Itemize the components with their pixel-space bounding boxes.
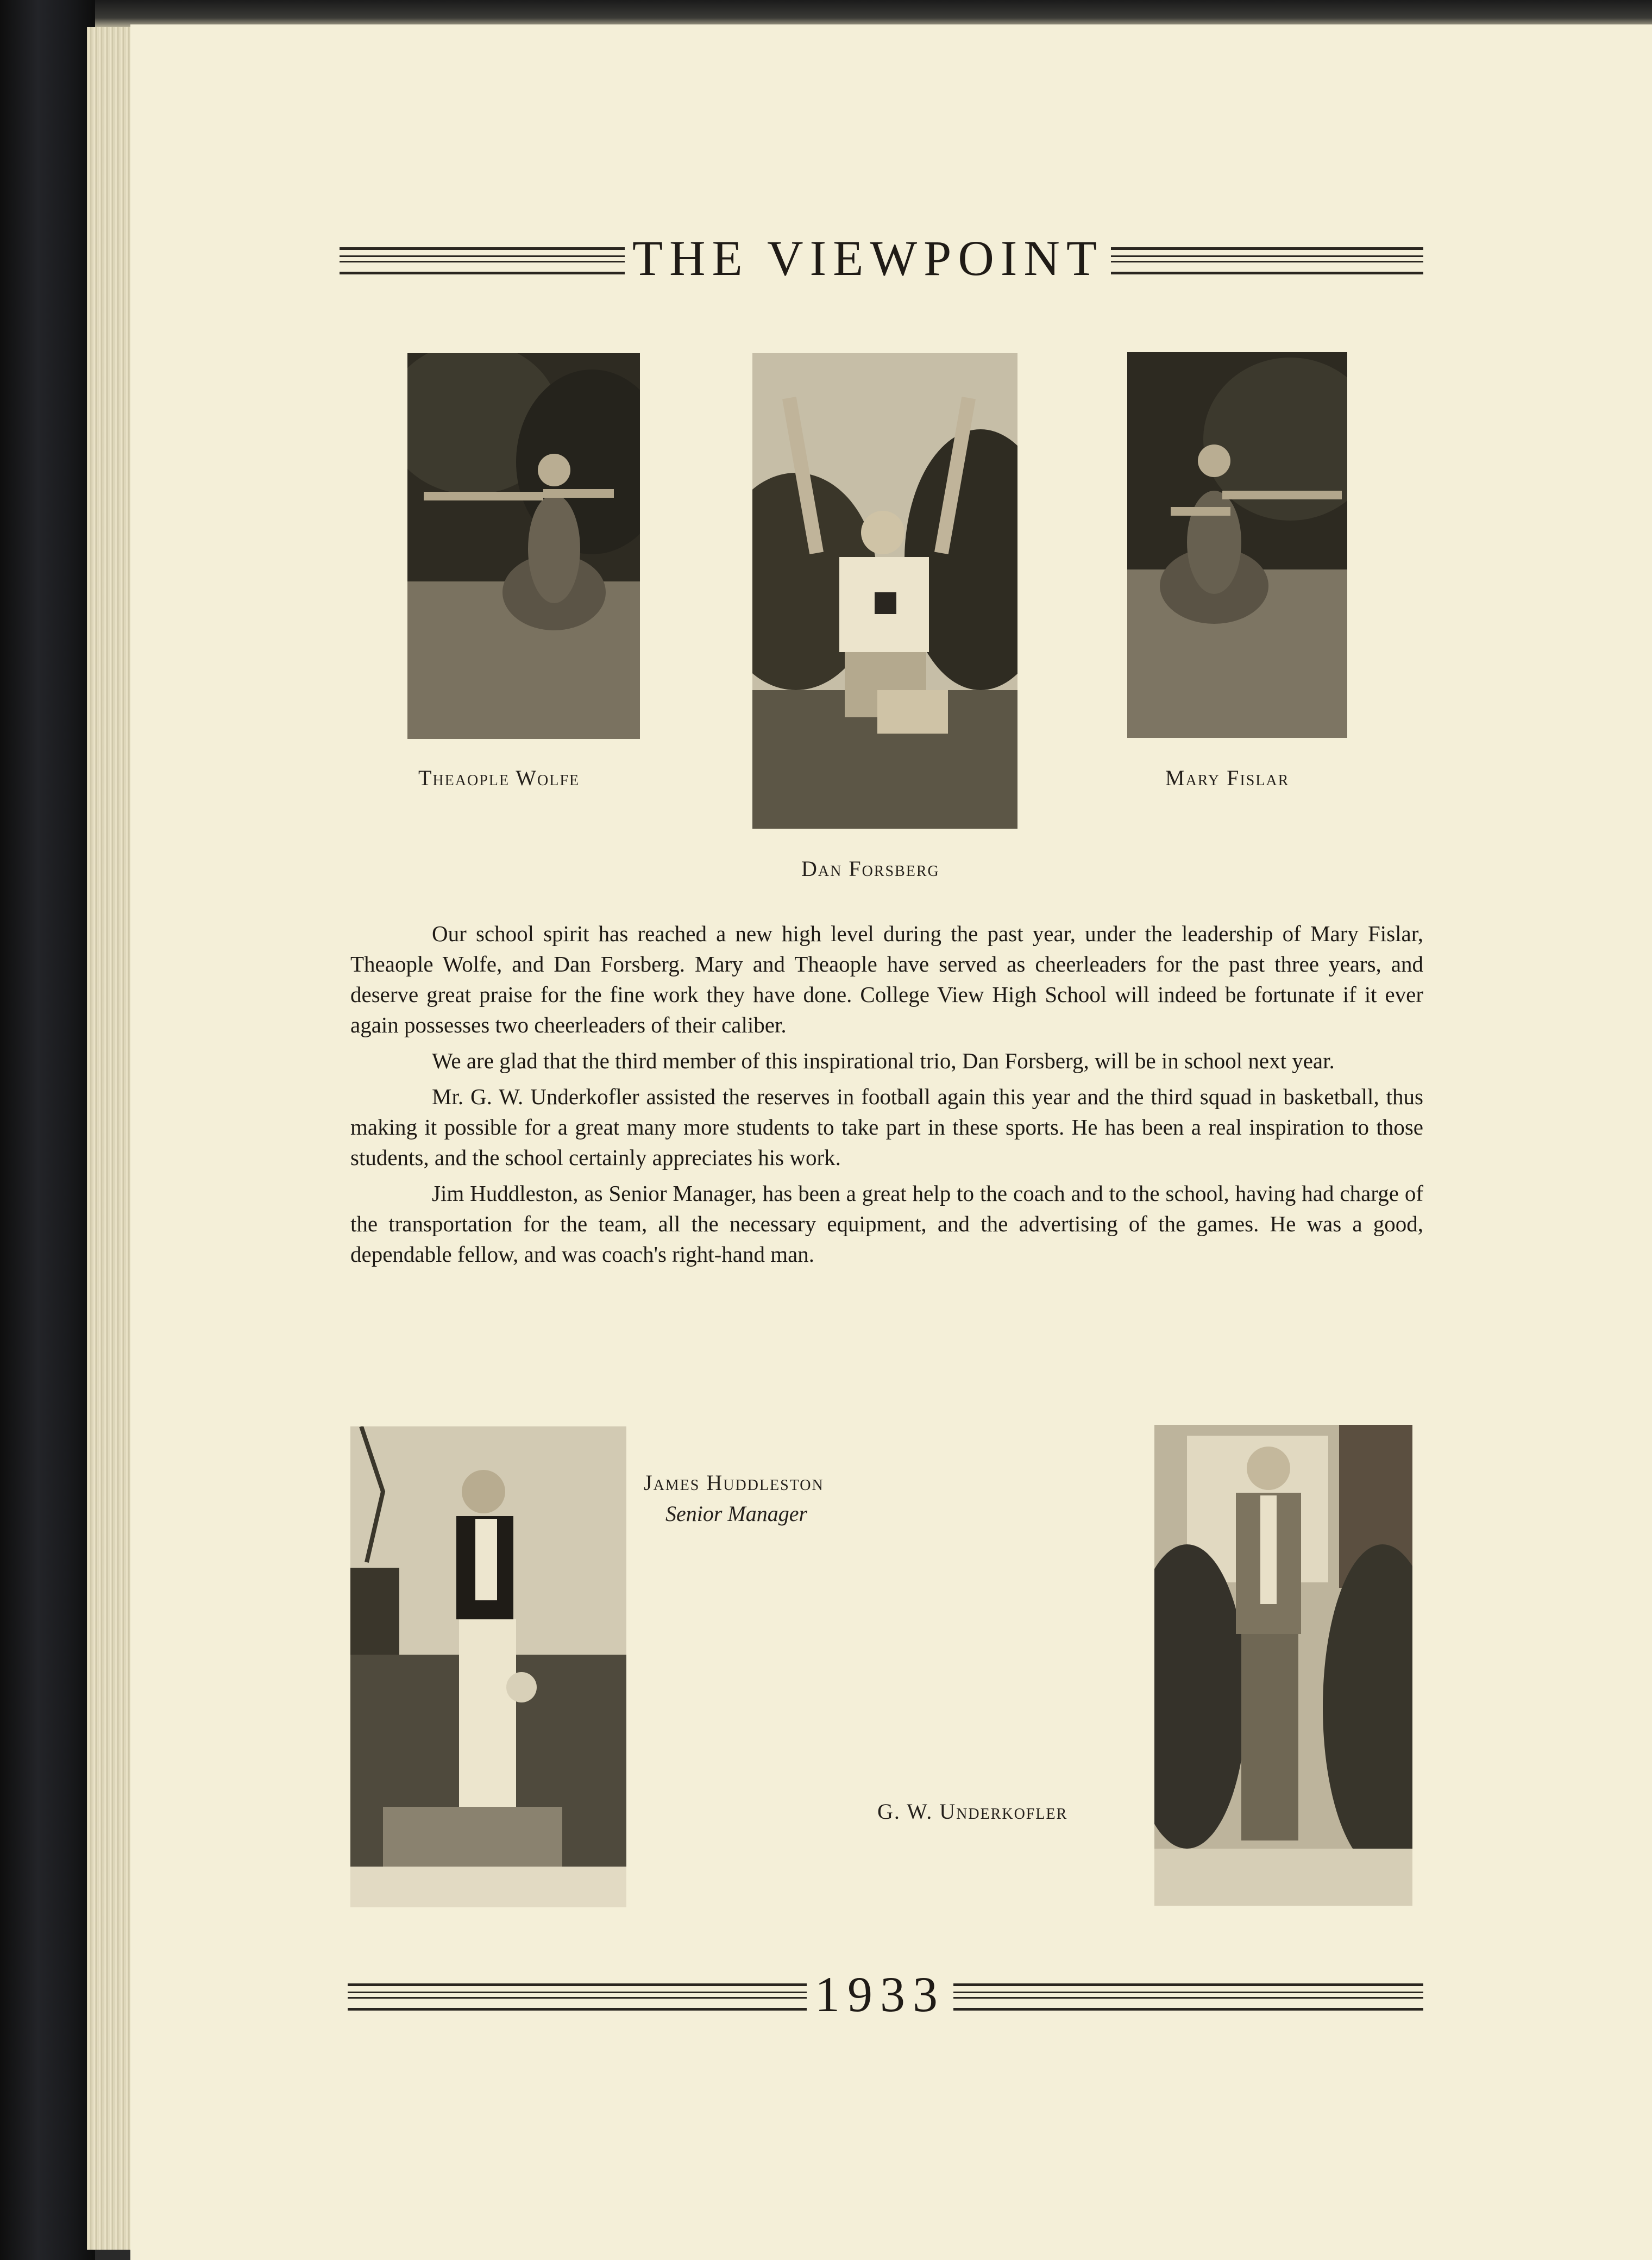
caption-mary-fislar: Mary Fislar xyxy=(1165,766,1290,790)
caption-james-huddleston: James Huddleston xyxy=(644,1470,824,1495)
paragraph-dan-forsberg: We are glad that the third member of this inspirational trio, Dan Forsberg, will be in school next year. xyxy=(432,1048,1335,1073)
footer-rule-right xyxy=(953,1983,1423,2011)
caption-senior-manager: Senior Manager xyxy=(665,1501,808,1526)
footer-rule-left xyxy=(348,1983,807,2011)
photo-james-huddleston xyxy=(350,1426,626,1907)
book-binding xyxy=(0,0,95,2260)
photo-underkofler xyxy=(1154,1425,1412,1906)
caption-theaople-wolfe: Theaople Wolfe xyxy=(418,766,580,790)
paragraph-school-spirit: Our school spirit has reached a new high level during the past year, under the leadership of Mary Fislar, Theaople Wolfe, and Dan Forsberg. Mary and Theaople have served as cheerleaders for the past three years, and deserve great praise for the fine work they have done. College View High School will indeed be fortunate if it ever again possesses two cheerleaders of their caliber. xyxy=(350,921,1423,1037)
caption-underkofler: G. W. Underkofler xyxy=(877,1799,1068,1824)
page-title: THE VIEWPOINT xyxy=(632,230,1104,286)
photo-theaople-wolfe xyxy=(407,353,640,739)
paragraph-huddleston: Jim Huddleston, as Senior Manager, has been a great help to the coach and to the school, having had charge of the transportation for the team, all the necessary equipment, and the advertising of the games. He was a good, dependable fellow, and was coach's right-hand man. xyxy=(350,1181,1423,1267)
caption-dan-forsberg: Dan Forsberg xyxy=(801,856,940,881)
paragraph-underkofler: Mr. G. W. Underkofler assisted the reserves in football again this year and the third squad in basketball, thus making it possible for a great many more students to take part in these sports. He has been a real inspiration to those students, and the school certainly appreciates his work. xyxy=(350,1084,1423,1170)
photo-dan-forsberg xyxy=(752,353,1017,829)
year-title: 1933 xyxy=(815,1967,945,2022)
header-rule-right xyxy=(1111,247,1423,274)
photo-mary-fislar xyxy=(1127,352,1347,738)
article-body xyxy=(350,918,1423,1275)
header-rule-left xyxy=(340,247,625,274)
page-edges xyxy=(87,27,136,2250)
